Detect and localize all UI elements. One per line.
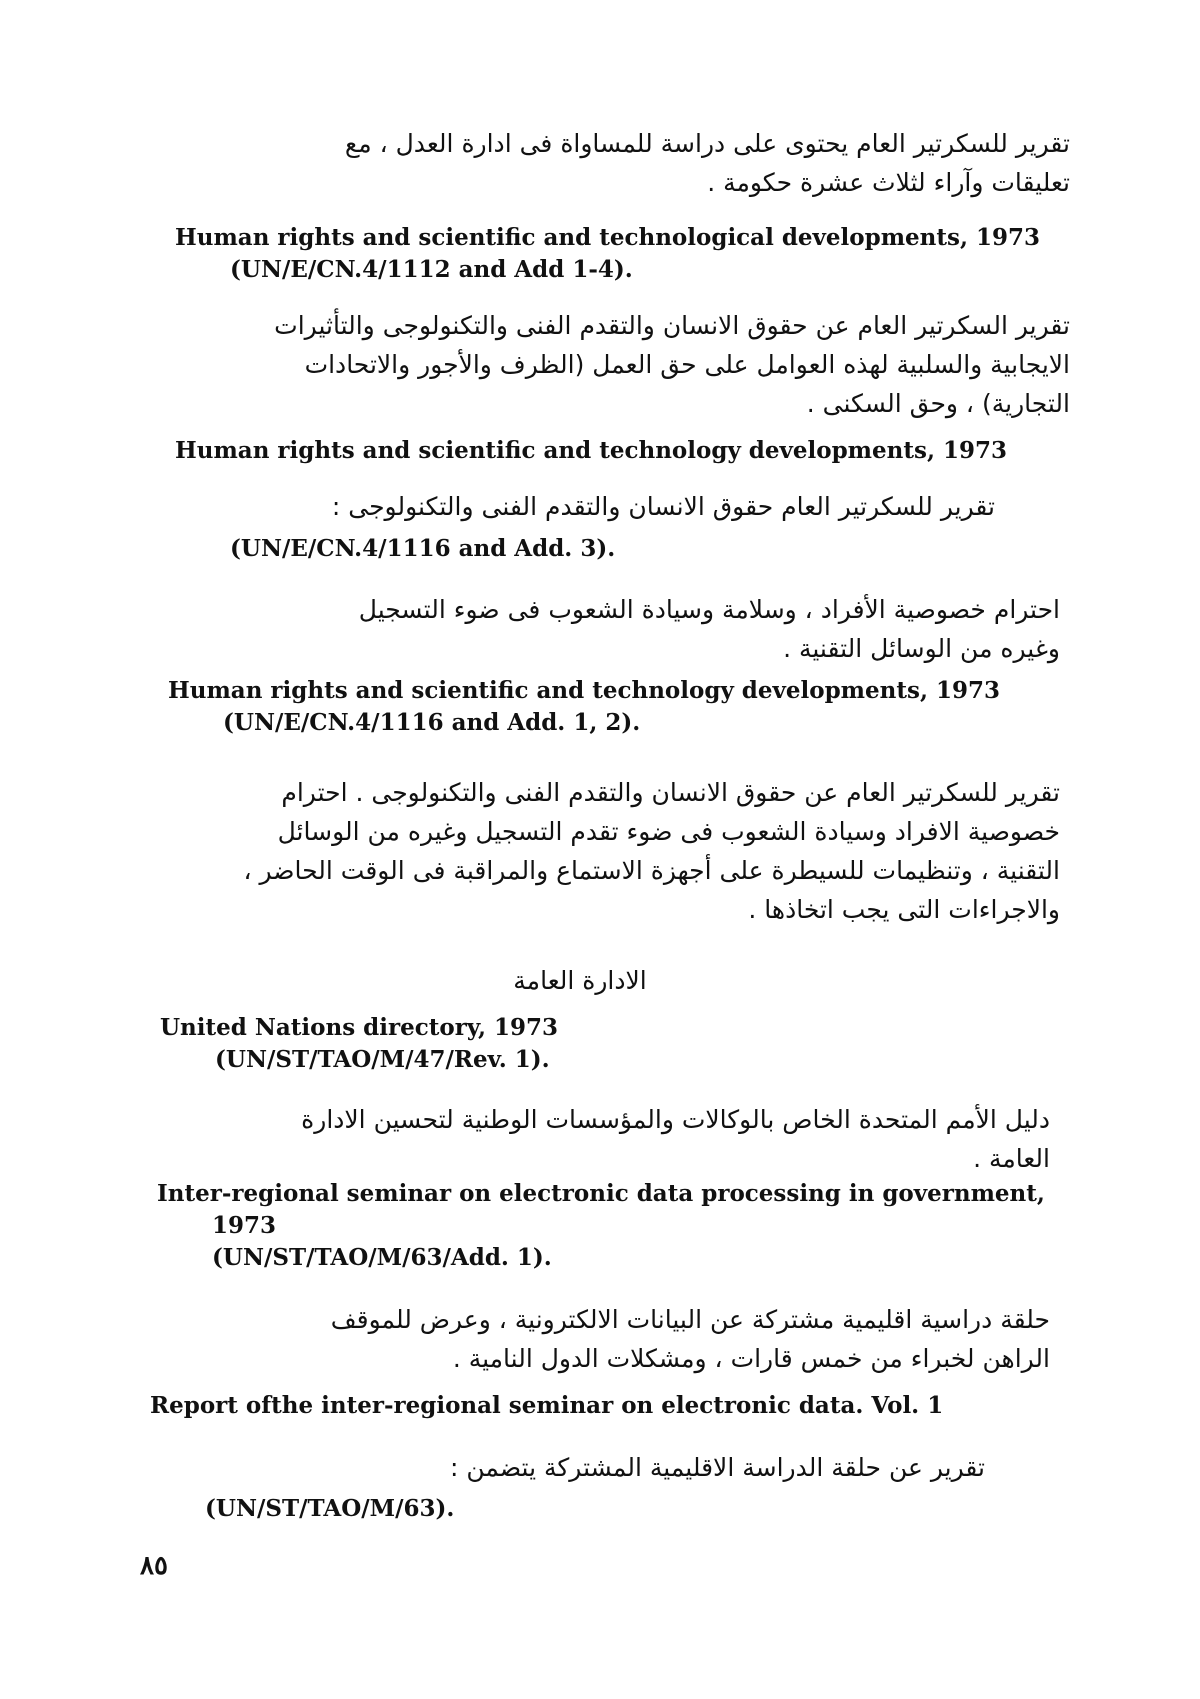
citation-symbol: (UN/ST/TAO/M/63/Add. 1). (212, 1244, 552, 1271)
arabic-line: الراهن لخبراء من خمس قارات ، ومشكلات الدول النامية . (452, 1344, 1050, 1373)
arabic-annotation (332, 487, 995, 526)
arabic-line: دليل الأمم المتحدة الخاص بالوكالات والمؤسسات الوطنية لتحسين الادارة (301, 1105, 1050, 1134)
arabic-line: خصوصية الافراد وسيادة الشعوب فى ضوء تقدم التسجيل وغيره من الوسائل (277, 817, 1060, 846)
arabic-annotation (345, 124, 1070, 202)
citation-symbol: (UN/E/CN.4/1116 and Add. 3). (230, 535, 616, 562)
citation-year: 1973 (212, 1212, 277, 1239)
english-citation (150, 1390, 943, 1422)
arabic-line: العامة . (973, 1144, 1050, 1173)
arabic-line: احترام خصوصية الأفراد ، وسلامة وسيادة الشعوب فى ضوء التسجيل (358, 595, 1060, 624)
arabic-line: تقرير للسكرتير العام حقوق الانسان والتقدم الفنى والتكنولوجى : (331, 492, 995, 521)
arabic-annotation (301, 1100, 1050, 1178)
english-citation (175, 222, 1040, 286)
arabic-line: التقنية ، وتنظيمات للسيطرة على أجهزة الاستماع والمراقبة فى الوقت الحاضر ، (243, 856, 1060, 885)
english-citation (230, 533, 615, 565)
english-citation (160, 1012, 558, 1076)
arabic-line: تقرير للسكرتير العام عن حقوق الانسان والتقدم الفنى والتكنولوجى . احترام (281, 778, 1060, 807)
arabic-annotation (331, 1300, 1050, 1378)
arabic-annotation (359, 590, 1060, 668)
english-citation (168, 675, 1000, 739)
section-heading: الادارة العامة (513, 966, 647, 995)
arabic-annotation (450, 1448, 985, 1487)
arabic-line: والاجراءات التى يجب اتخاذها . (748, 895, 1060, 924)
citation-symbol: (UN/ST/TAO/M/47/Rev. 1). (215, 1046, 550, 1073)
english-citation (157, 1178, 1045, 1274)
citation-title: Inter-regional seminar on electronic data processing in government, (157, 1180, 1045, 1207)
arabic-line: حلقة دراسية اقليمية مشتركة عن البيانات الالكترونية ، وعرض للموقف (330, 1305, 1050, 1334)
arabic-line: وغيره من الوسائل التقنية . (783, 634, 1060, 663)
arabic-line: تعليقات وآراء لثلاث عشرة حكومة . (707, 168, 1070, 197)
arabic-annotation (274, 306, 1070, 423)
arabic-annotation (243, 773, 1060, 929)
arabic-line: التجارية) ، وحق السكنى . (806, 389, 1070, 418)
english-citation (175, 435, 1007, 467)
citation-title: Human rights and scientific and technology developments, 1973 (175, 437, 1007, 464)
citation-title: Human rights and scientific and technology developments, 1973 (168, 677, 1000, 704)
english-citation (205, 1493, 454, 1525)
citation-title: Report ofthe inter-regional seminar on electronic data. Vol. 1 (150, 1392, 944, 1419)
arabic-line: تقرير السكرتير العام عن حقوق الانسان والتقدم الفنى والتكنولوجى والتأثيرات (274, 311, 1070, 340)
arabic-line: الايجابية والسلبية لهذه العوامل على حق العمل (الظرف والأجور والاتحادات (304, 350, 1070, 379)
citation-symbol: (UN/E/CN.4/1112 and Add 1-4). (230, 256, 633, 283)
citation-title: United Nations directory, 1973 (160, 1014, 559, 1041)
citation-title: Human rights and scientific and technological developments, 1973 (175, 224, 1040, 251)
citation-symbol: (UN/E/CN.4/1116 and Add. 1, 2). (223, 709, 641, 736)
arabic-line: تقرير عن حلقة الدراسة الاقليمية المشتركة يتضمن : (450, 1453, 985, 1482)
arabic-line: تقرير للسكرتير العام يحتوى على دراسة للمساواة فى ادارة العدل ، مع (344, 129, 1070, 158)
citation-symbol: (UN/ST/TAO/M/63). (205, 1495, 455, 1522)
page-number: ٨٥ (140, 1551, 168, 1581)
